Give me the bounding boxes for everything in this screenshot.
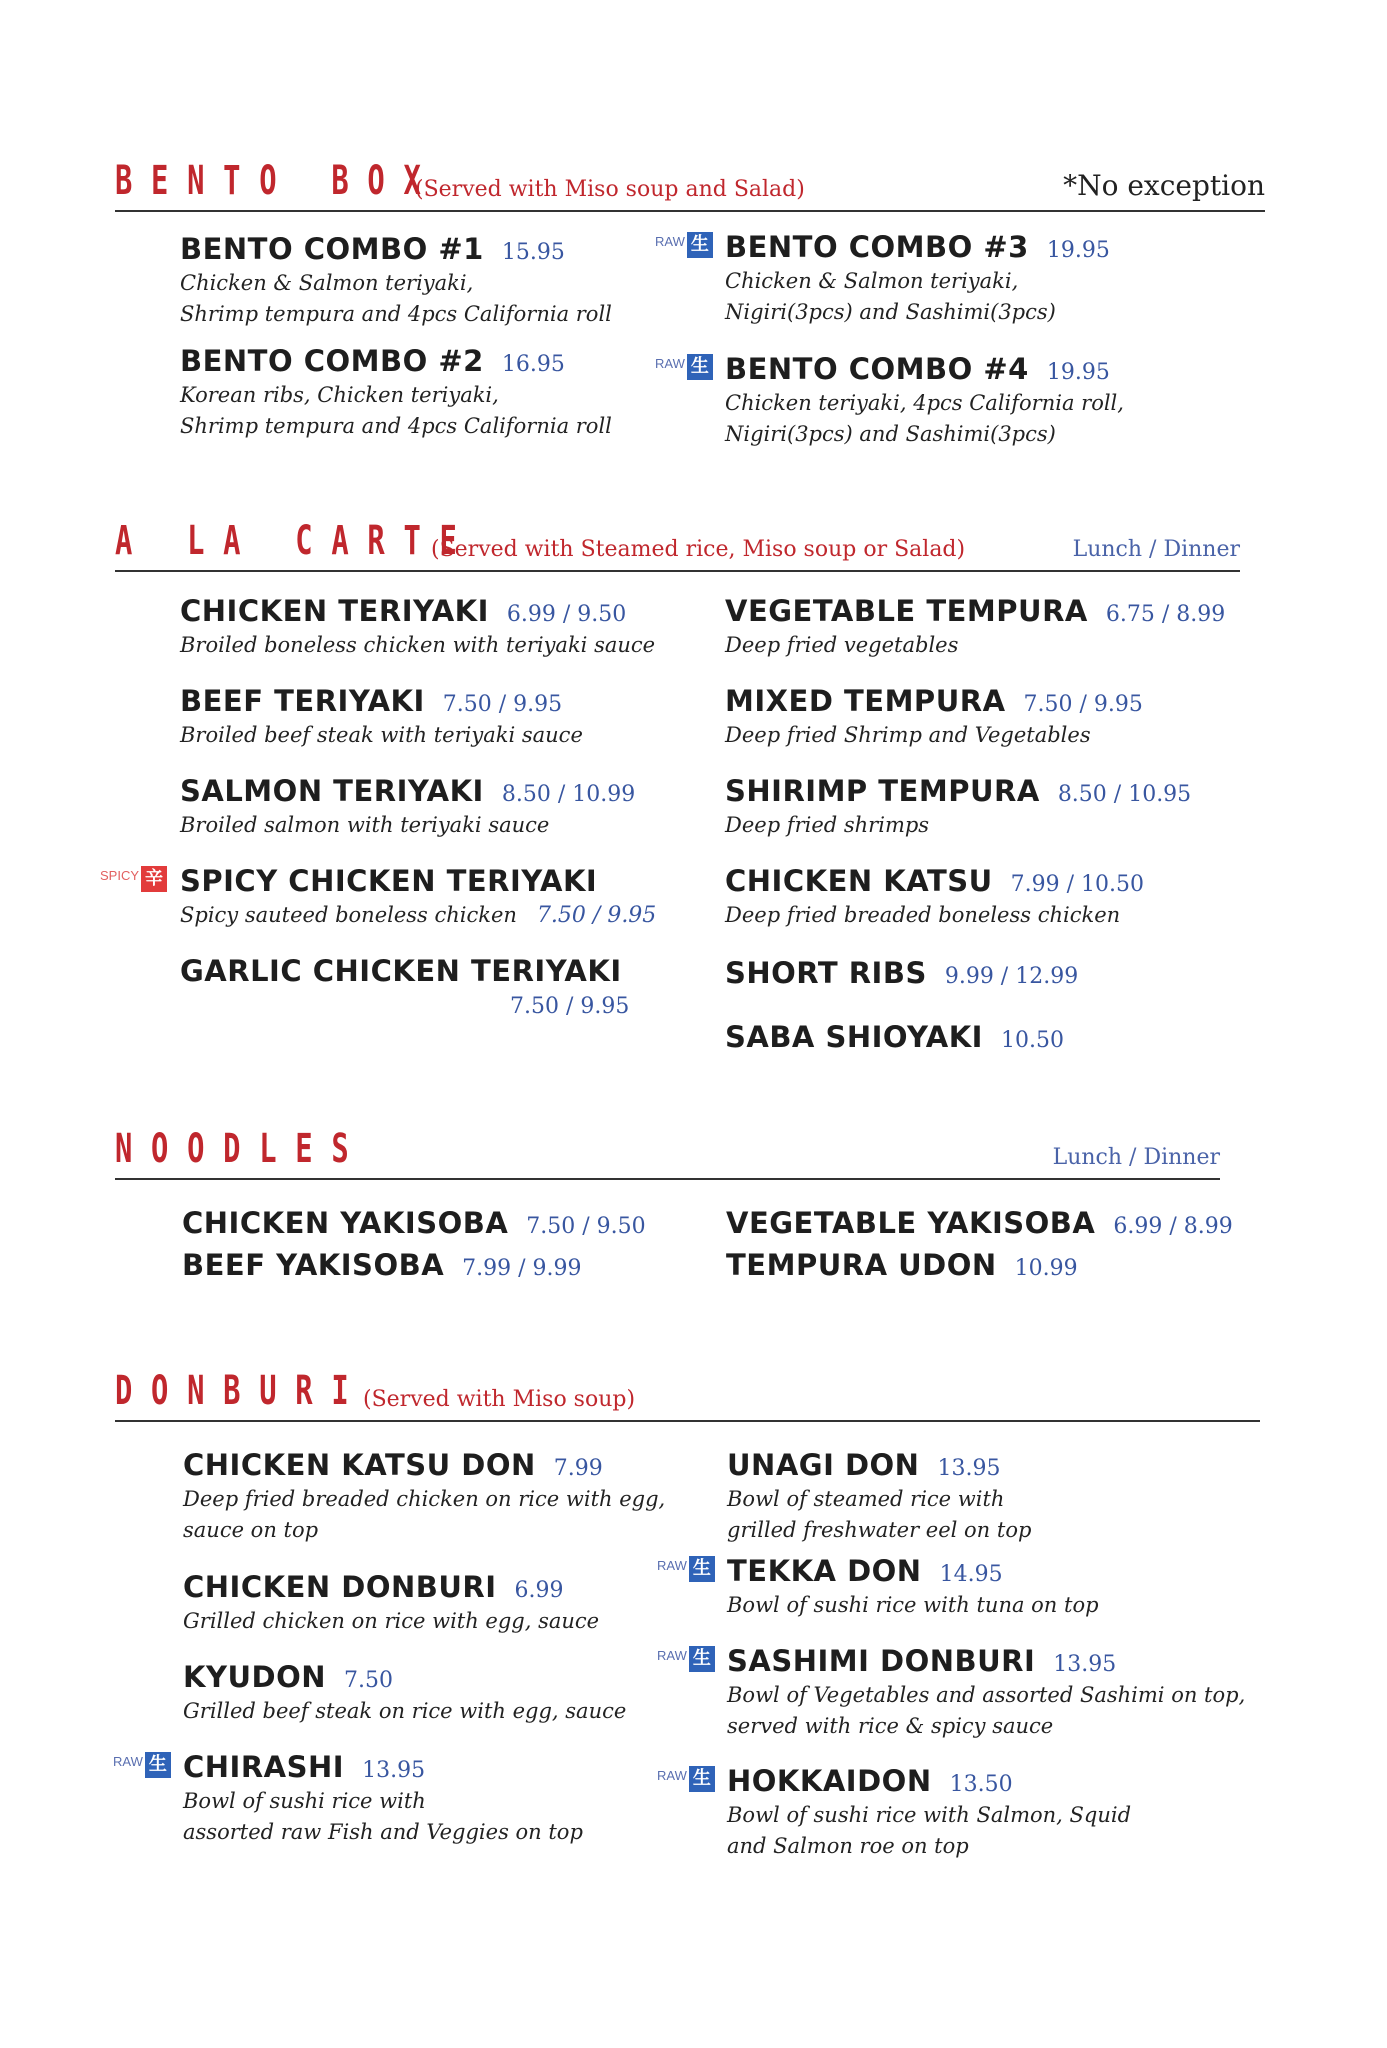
menu-item	[725, 594, 1285, 661]
raw-tag: RAW 生	[657, 1646, 715, 1672]
spicy-tag: SPICY 辛	[100, 866, 167, 892]
menu-item	[725, 774, 1285, 841]
menu-item	[725, 864, 1285, 931]
menu-item	[657, 1764, 1287, 1862]
raw-icon: 生	[145, 1752, 171, 1778]
item-name: BENTO COMBO #2 16.95	[180, 344, 565, 378]
section-note: (Served with Miso soup and Salad)	[415, 177, 805, 202]
menu-item	[725, 956, 1285, 990]
item-name: SPICY CHICKEN TERIYAKI	[180, 864, 598, 898]
item-description: Broiled salmon with teriyaki sauce	[180, 813, 550, 837]
menu-item	[180, 344, 700, 442]
item-name: TEMPURA UDON 10.99	[726, 1248, 1078, 1282]
item-price: 13.95	[937, 1456, 1001, 1481]
item-price: 7.50 / 9.95	[536, 903, 657, 928]
menu-item	[655, 352, 1245, 450]
item-name: BENTO COMBO #3 19.95	[725, 230, 1110, 264]
item-price: 6.99 / 8.99	[1113, 1214, 1233, 1239]
item-name: HOKKAIDON 13.50	[727, 1764, 1013, 1798]
menu-item	[657, 1554, 1287, 1621]
item-price: 6.99 / 9.50	[506, 602, 627, 627]
item-price: 16.95	[501, 352, 565, 377]
section-header	[115, 510, 1240, 572]
item-description: Grilled beef steak on rice with egg, sauce	[183, 1699, 627, 1723]
item-description: Broiled boneless chicken with teriyaki sauce	[180, 633, 656, 657]
menu-item	[183, 1448, 723, 1546]
item-price: 7.50 / 9.50	[526, 1214, 646, 1239]
item-price: 6.99	[514, 1578, 564, 1603]
item-description: Deep fried vegetables	[725, 633, 959, 657]
item-name: BEEF YAKISOBA 7.99 / 9.99	[182, 1248, 582, 1282]
item-description: Spicy sauteed boneless chicken 7.50 / 9.95	[180, 903, 657, 928]
item-description: Deep fried breaded boneless chicken	[725, 903, 1121, 927]
lunch-dinner-label: Lunch / Dinner	[1072, 537, 1240, 562]
raw-tag: RAW 生	[113, 1752, 171, 1778]
item-name: UNAGI DON 13.95	[727, 1448, 1001, 1482]
no-exception-note: *No exception	[1063, 169, 1265, 202]
item-description: Deep fried shrimps	[725, 813, 930, 837]
raw-tag: RAW 生	[655, 354, 713, 380]
item-name: SABA SHIOYAKI 10.50	[725, 1020, 1064, 1054]
section-title: NOODLES	[115, 1126, 368, 1172]
menu-item	[655, 230, 1245, 328]
spicy-icon: 辛	[141, 866, 167, 892]
item-price: 10.99	[1014, 1256, 1078, 1281]
item-description: Broiled beef steak with teriyaki sauce	[180, 723, 583, 747]
item-description: Bowl of sushi rice with tuna on top	[727, 1593, 1099, 1617]
section-header	[115, 150, 1265, 212]
item-price: 13.95	[362, 1758, 426, 1783]
item-price: 6.75 / 8.99	[1105, 602, 1226, 627]
raw-icon: 生	[689, 1556, 715, 1582]
item-name: BEEF TERIYAKI 7.50 / 9.95	[180, 684, 563, 718]
item-description: Bowl of sushi rice with assorted raw Fish and Veggies on top	[183, 1789, 583, 1844]
menu-item	[183, 1660, 703, 1727]
item-description: Deep fried breaded chicken on rice with egg, sauce on top	[183, 1487, 666, 1542]
item-description: Chicken & Salmon teriyaki, Nigiri(3pcs) and Sashimi(3pcs)	[725, 269, 1056, 324]
menu-item	[657, 1644, 1287, 1742]
item-name: VEGETABLE YAKISOBA 6.99 / 8.99	[726, 1206, 1233, 1240]
item-name: MIXED TEMPURA 7.50 / 9.95	[725, 684, 1143, 718]
item-price: 7.99 / 10.50	[1010, 872, 1145, 897]
menu-item	[726, 1206, 1286, 1240]
item-name: SHIRIMP TEMPURA 8.50 / 10.95	[725, 774, 1192, 808]
menu-item	[180, 684, 700, 751]
item-description: Bowl of sushi rice with Salmon, Squid and Salmon roe on top	[727, 1803, 1132, 1858]
item-description: Korean ribs, Chicken teriyaki, Shrimp tempura and 4pcs California roll	[180, 383, 612, 438]
raw-icon: 生	[689, 1766, 715, 1792]
item-name: CHICKEN KATSU DON 7.99	[183, 1448, 603, 1482]
item-name: SALMON TERIYAKI 8.50 / 10.99	[180, 774, 636, 808]
lunch-dinner-label: Lunch / Dinner	[1052, 1145, 1220, 1170]
item-description: Bowl of steamed rice with grilled freshwater eel on top	[727, 1487, 1032, 1542]
item-price: 7.50 / 9.95	[510, 994, 630, 1019]
item-price: 19.95	[1046, 238, 1110, 263]
raw-icon: 生	[689, 1646, 715, 1672]
item-name: BENTO COMBO #4 19.95	[725, 352, 1110, 386]
menu-item	[726, 1248, 1286, 1282]
section-bento-box	[115, 150, 1265, 212]
item-name: CHICKEN YAKISOBA 7.50 / 9.50	[182, 1206, 646, 1240]
item-name: VEGETABLE TEMPURA 6.75 / 8.99	[725, 594, 1226, 628]
item-name: CHIRASHI 13.95	[183, 1750, 426, 1784]
section-title: A LA CARTE	[115, 518, 476, 564]
section-title: BENTO BOX	[115, 158, 440, 204]
item-price: 8.50 / 10.99	[501, 782, 636, 807]
section-a-la-carte	[115, 510, 1240, 572]
menu-item	[180, 232, 700, 330]
section-title: DONBURI	[115, 1368, 368, 1414]
raw-tag: RAW 生	[655, 232, 713, 258]
item-price: 19.95	[1046, 360, 1110, 385]
item-price: 15.95	[501, 240, 565, 265]
section-header	[115, 1360, 1260, 1422]
item-price: 13.95	[1053, 1652, 1117, 1677]
menu-item	[725, 684, 1285, 751]
raw-icon: 生	[687, 354, 713, 380]
item-name: CHICKEN KATSU 7.99 / 10.50	[725, 864, 1145, 898]
item-name: SASHIMI DONBURI 13.95	[727, 1644, 1117, 1678]
item-description: Chicken & Salmon teriyaki, Shrimp tempura and 4pcs California roll	[180, 271, 612, 326]
item-name: GARLIC CHICKEN TERIYAKI	[180, 954, 622, 988]
raw-tag: RAW 生	[657, 1766, 715, 1792]
section-note: (Served with Miso soup)	[363, 1387, 636, 1412]
item-price: 7.99 / 9.99	[462, 1256, 582, 1281]
section-noodles	[115, 1118, 1220, 1180]
item-name: BENTO COMBO #1 15.95	[180, 232, 565, 266]
item-name: CHICKEN DONBURI 6.99	[183, 1570, 564, 1604]
item-price: 13.50	[949, 1772, 1013, 1797]
item-price: 14.95	[939, 1562, 1003, 1587]
item-price: 10.50	[1000, 1028, 1064, 1053]
menu-item	[725, 1020, 1285, 1054]
item-description: Grilled chicken on rice with egg, sauce	[183, 1609, 600, 1633]
item-name: SHORT RIBS 9.99 / 12.99	[725, 956, 1079, 990]
menu-item	[727, 1448, 1287, 1546]
item-description: Bowl of Vegetables and assorted Sashimi on top, served with rice & spicy sauce	[727, 1683, 1246, 1738]
menu-item	[183, 1570, 703, 1637]
menu-item	[100, 864, 700, 931]
section-note: (Served with Steamed rice, Miso soup or Salad)	[431, 537, 966, 562]
item-price: 9.99 / 12.99	[944, 964, 1079, 989]
section-donburi	[115, 1360, 1260, 1422]
raw-tag: RAW 生	[657, 1556, 715, 1582]
item-description: Chicken teriyaki, 4pcs California roll, Nigiri(3pcs) and Sashimi(3pcs)	[725, 391, 1124, 446]
item-description: Deep fried Shrimp and Vegetables	[725, 723, 1091, 747]
menu-item	[180, 774, 700, 841]
item-price: 7.99	[553, 1456, 603, 1481]
menu-item	[182, 1248, 702, 1282]
menu-item	[182, 1206, 702, 1240]
item-name: TEKKA DON 14.95	[727, 1554, 1003, 1588]
section-header	[115, 1118, 1220, 1180]
item-price: 8.50 / 10.95	[1057, 782, 1192, 807]
menu-item	[180, 594, 700, 661]
item-price: 7.50	[344, 1668, 393, 1693]
item-name: CHICKEN TERIYAKI 6.99 / 9.50	[180, 594, 627, 628]
item-name: KYUDON 7.50	[183, 1660, 393, 1694]
raw-icon: 生	[687, 232, 713, 258]
item-price: 7.50 / 9.95	[442, 692, 563, 717]
menu-item	[113, 1750, 703, 1848]
item-price: 7.50 / 9.95	[1023, 692, 1143, 717]
menu-item	[180, 954, 700, 1019]
